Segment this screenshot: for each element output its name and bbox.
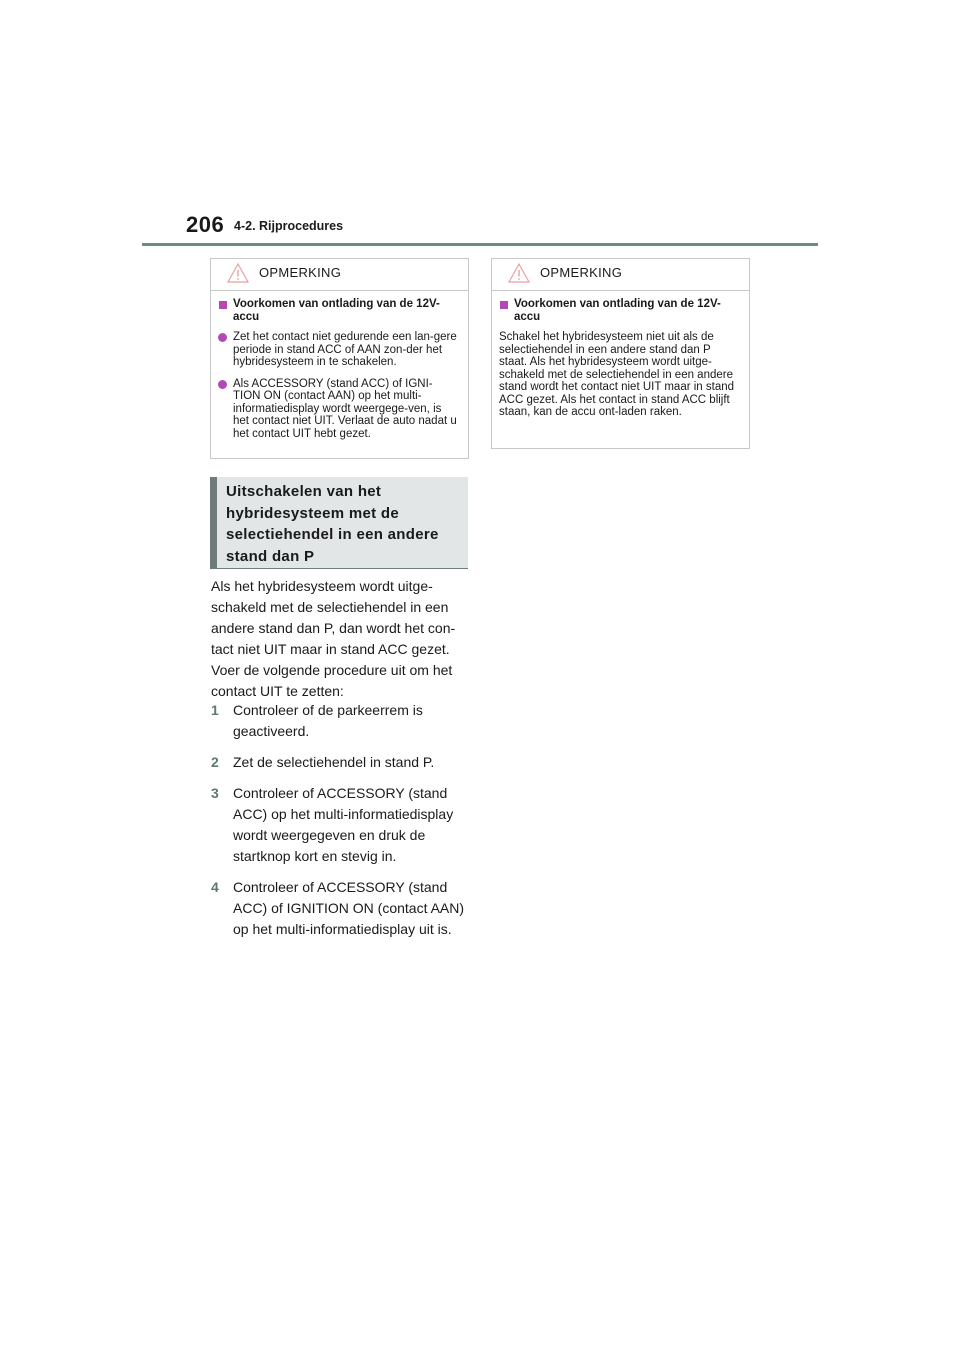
- notice-header: [492, 259, 749, 291]
- notice-box-left: [210, 258, 469, 459]
- section-label: 4-2. Rijprocedures: [234, 219, 344, 233]
- step-text: Controleer of ACCESSORY (stand ACC) op het multi-informatiedisplay wordt weergegeven en druk de startknop kort en stevig in.: [233, 785, 454, 864]
- warning-triangle-icon: [508, 263, 530, 283]
- step-number: 3: [211, 785, 219, 801]
- topic-heading-box: [210, 477, 468, 569]
- step-number: 4: [211, 879, 219, 895]
- notice-title: OPMERKING: [540, 265, 623, 280]
- step-number: 2: [211, 754, 219, 770]
- notice-body: [211, 291, 468, 455]
- step-text: Controleer of ACCESSORY (stand ACC) of IGNITION ON (contact AAN) op het multi-informatiedisplay uit is.: [233, 879, 465, 937]
- intro-paragraph: Als het hybridesysteem wordt uitge-schakeld met de selectiehendel in een andere stand dan P, dan wordt het con-tact niet UIT maar in stand ACC gezet. Voer de volgende procedure uit om het contact UIT te zetten:: [211, 578, 456, 699]
- page-number: 206: [186, 212, 225, 237]
- notice-heading: Voorkomen van ontlading van de 12V-accu: [499, 298, 741, 323]
- procedure-step: [211, 700, 473, 742]
- step-number: 1: [211, 702, 219, 718]
- notice-item: Zet het contact niet gedurende een lan-gere periode in stand ACC of AAN zon-der het hybridesysteem in te schakelen.: [218, 331, 460, 369]
- notice-item: Als ACCESSORY (stand ACC) of IGNI-TION ON (contact AAN) op het multi-informatiedisplay wordt weergege-ven, is het contact niet UIT. Verlaat de auto nadat u het contact UIT hebt gezet.: [218, 378, 460, 441]
- notice-box-right: [491, 258, 750, 449]
- procedure-step: [211, 877, 473, 940]
- topic-title: Uitschakelen van het hybridesysteem met de selectiehendel in een andere stand dan P: [226, 483, 439, 565]
- procedure-step: [211, 752, 473, 773]
- notice-heading: Voorkomen van ontlading van de 12V-accu: [218, 298, 460, 323]
- notice-paragraph: Schakel het hybridesysteem niet uit als de selectiehendel in een andere stand dan P staat. Als het hybridesysteem wordt uitge-schakeld met de selectiehendel in een andere stand wordt het contact niet UIT maar in stand ACC gezet. Als het contact in stand ACC blijft staan, kan de accu ont-laden raken.: [499, 331, 735, 418]
- procedure-step: [211, 783, 473, 867]
- notice-body: [492, 291, 749, 425]
- procedure-steps: [211, 700, 473, 950]
- warning-triangle-icon: [227, 263, 249, 283]
- step-text: Controleer of de parkeerrem is geactiveerd.: [233, 702, 423, 739]
- notice-title: OPMERKING: [259, 265, 342, 280]
- notice-header: [211, 259, 468, 291]
- step-text: Zet de selectiehendel in stand P.: [233, 754, 435, 770]
- header-rule: [142, 243, 818, 246]
